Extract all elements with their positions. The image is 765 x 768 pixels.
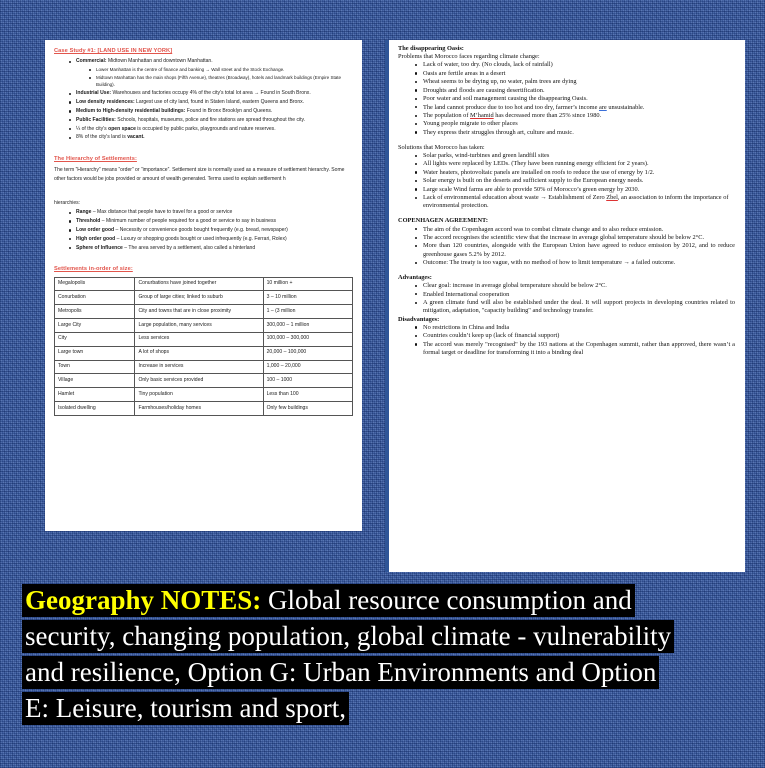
table-cell: Tiny population [135, 388, 263, 402]
copenhagen-bullet: The aim of the Copenhagen accord was to combat climate change and to also reduce emission. [415, 226, 737, 234]
table-row [55, 319, 353, 333]
table-cell: A lot of shops [135, 346, 263, 360]
advantage-bullet: A green climate fund will also be established under the deal. It will support projects in developing countries related to mitigation, adaptation, "capacity building" and technology transfer. [415, 299, 737, 315]
disadvantage-bullet: No restrictions in China and India [415, 324, 737, 332]
land-use-bullet: Public Facilities: Schools, hospitals, museums, police and fire stations are spread throughout the city. [67, 117, 353, 125]
hierarchy-bullet: High order good – Luxury or shopping goods bought or used infrequently (e.g. Ferrari, Rolex) [67, 236, 353, 244]
heading-settlements-order: Settlements in-order of size: [54, 266, 133, 273]
problems-intro: Problems that Morocco faces regarding climate change: [398, 53, 540, 61]
table-cell: Farmhouses/holiday homes [135, 402, 263, 416]
problem-bullet: Poor water and soil management causing the disappearing Oasis. [415, 95, 737, 103]
copenhagen-list [398, 226, 737, 268]
solutions-intro: Solutions that Morocco has taken: [398, 143, 485, 151]
land-use-bullet: Low density residences: Largest use of city land, found in Staten Island, eastern Queens and Bronx. [67, 99, 353, 107]
left-document-page [45, 40, 362, 531]
copenhagen-bullet: Outcome: The treaty is too vague, with no method of how to limit temperature → a failed outcome. [415, 259, 737, 267]
hierarchy-bullet: Threshold – Minimum number of people required for a good or service to say in business [67, 218, 353, 226]
table-cell: Isolated dwelling [55, 402, 135, 416]
problem-bullet: The land cannot produce due to too hot and too dry, farmer’s income are unsustainable. [415, 104, 737, 112]
table-row [55, 360, 353, 374]
land-use-bullet: Medium to High-density residential buildings: Found in Bronx Brooklyn and Queens. [67, 108, 353, 116]
table-cell: Town [55, 360, 135, 374]
caption-line [22, 619, 744, 654]
solution-bullet: Large scale Wind farms are able to provide 50% of Morocco’s green energy by 2030. [415, 186, 737, 194]
table-cell: City and towns that are in close proximity [135, 305, 263, 319]
caption-line [22, 691, 744, 726]
land-use-bullet: ¼ of the city's open space is occupied by public parks, playgrounds and nature reserves. [67, 126, 353, 134]
copenhagen-bullet: More than 120 countries, alongside with the European Union have agreed to reduce emission by 2012, and to reduce greenhouse gases 5.2% by 2012. [415, 242, 737, 258]
caption-title-accent: Geography NOTES: [25, 585, 262, 615]
solution-bullet: All lights were replaced by LEDs. (They have been running energy efficient for 2 years). [415, 160, 737, 168]
caption-highlight: E: Leisure, tourism and sport, [22, 692, 349, 725]
table-cell: 100 – 1000 [263, 374, 352, 388]
land-use-bullet-list [54, 58, 353, 142]
table-cell: 10 million + [263, 277, 352, 291]
table-row [55, 291, 353, 305]
land-use-bullet: Commercial: Midtown Manhattan and downtown Manhattan. [67, 58, 353, 66]
heading-advantages: Advantages: [398, 273, 432, 281]
heading-disappearing-oasis: The disappearing Oasis: [398, 45, 464, 52]
caption-block [22, 583, 744, 727]
problems-list [398, 61, 737, 137]
table-cell: Conurbation [55, 291, 135, 305]
solution-bullet: Solar parks, wind-turbines and green landfill sites [415, 152, 737, 160]
advantage-bullet: Clear goal: increase in average global temperature should be below 2°C. [415, 282, 737, 290]
table-row [55, 277, 353, 291]
table-row [55, 305, 353, 319]
advantages-list [398, 282, 737, 315]
table-cell: 300,000 – 1 million [263, 319, 352, 333]
right-document-page [385, 40, 745, 572]
problem-bullet: Young people migrate to other places [415, 120, 737, 128]
heading-copenhagen-agreement: COPENHAGEN AGREEMENT: [398, 217, 488, 225]
table-row [55, 402, 353, 416]
land-use-bullet: Industrial Use: Warehouses and factories occupy 4% of the city's total lot area → Found in South Bronx. [67, 90, 353, 98]
spacer [54, 184, 353, 200]
table-cell: Large population, many services [135, 319, 263, 333]
table-cell: City [55, 332, 135, 346]
table-cell: Conurbations have joined together [135, 277, 263, 291]
solution-bullet: Water heaters, photovoltaic panels are installed on roofs to reduce the use of energy by 1/2. [415, 169, 737, 177]
solutions-list [398, 152, 737, 211]
table-cell: Metropolis [55, 305, 135, 319]
table-row [55, 332, 353, 346]
table-cell: 3 – 10 million [263, 291, 352, 305]
settlements-table [54, 277, 353, 416]
table-cell: 100,000 – 300,000 [263, 332, 352, 346]
table-cell: Less than 100 [263, 388, 352, 402]
land-use-bullet: Midtown Manhattan has the main shops (Fifth Avenue), theatres (Broadway), hotels and landmark buildings (Empire State Building). [87, 75, 353, 89]
table-cell: Large town [55, 346, 135, 360]
land-use-bullet: 8% of the city's land is vacant. [67, 134, 353, 142]
caption-line [22, 655, 744, 690]
problem-bullet: They express their struggles through art, culture and music. [415, 129, 737, 137]
spacer [54, 143, 353, 154]
problem-bullet: Droughts and floods are causing desertification. [415, 87, 737, 95]
table-cell: 20,000 – 100,000 [263, 346, 352, 360]
caption-highlight: and resilience, Option G: Urban Environments and Option [22, 656, 659, 689]
solution-bullet: Lack of environmental education about waste → Establishment of Zero Zbel, an association to inform the importance of environmental protection. [415, 194, 737, 210]
table-cell: Less services [135, 332, 263, 346]
solution-bullet: Solar energy is built on the deserts and sufficient supply to the European energy needs. [415, 177, 737, 185]
heading-disadvantages: Disadvantages: [398, 315, 440, 323]
table-row [55, 388, 353, 402]
table-row [55, 374, 353, 388]
hierarchies-label: hierarchies: [54, 199, 81, 206]
disadvantages-list [398, 324, 737, 357]
table-cell: Megalopolis [55, 277, 135, 291]
caption-highlight: Geography NOTES: Global resource consumption and [22, 584, 635, 617]
table-cell: Hamlet [55, 388, 135, 402]
land-use-bullet: Lower Manhattan is the centre of finance and banking → Wall street and the Stock Exchange. [87, 67, 353, 74]
problem-bullet: The population of M’hamid has decreased more than 25% since 1980. [415, 112, 737, 120]
heading-hierarchy-of-settlements: The Hierarchy of Settlements: [54, 156, 137, 163]
table-row [55, 346, 353, 360]
table-cell: 1,000 – 20,000 [263, 360, 352, 374]
table-cell: 1 – (3 million [263, 305, 352, 319]
caption-highlight: security, changing population, global climate - vulnerability [22, 620, 674, 653]
problem-bullet: Lack of water, too dry. (No clouds, lack of rainfall) [415, 61, 737, 69]
disadvantage-bullet: The accord was merely "recognised" by the 193 nations at the Copenhagen summit, rather than approved, there wasn’t a formal target or deadline for transforming it into a binding deal [415, 341, 737, 357]
hierarchy-bullet: Range – Max distance that people have to travel for a good or service [67, 209, 353, 217]
hierarchy-paragraph: The term “Hierarchy” means “order” or “importance”. Settlement size is normally used as a measure of settlement hierarchy. Some other factors would be jobs provided or amount of wealth generated. Terms used to explain settlement h [54, 167, 345, 182]
copenhagen-bullet: The accord recognises the scientific view that the increase in average global temperature should be below 2°C. [415, 234, 737, 242]
table-cell: Only few buildings [263, 402, 352, 416]
table-cell: Only basic services provided [135, 374, 263, 388]
table-cell: Group of large cities; linked to suburb [135, 291, 263, 305]
heading-case-study: Case Study #1: [LAND USE IN NEW YORK] [54, 48, 173, 54]
table-cell: Village [55, 374, 135, 388]
hierarchy-bullet: Sphere of Influence – The area served by a settlement, also called a hinterland [67, 245, 353, 253]
advantage-bullet: Enabled International cooperation [415, 291, 737, 299]
table-cell: Large City [55, 319, 135, 333]
hierarchy-bullet: Low order good – Necessity or convenience goods bought frequently (e.g. bread, newspaper) [67, 227, 353, 235]
table-cell: Increase in services [135, 360, 263, 374]
disadvantage-bullet: Countries couldn’t keep up (lack of financial support) [415, 332, 737, 340]
hierarchy-bullet-list [54, 209, 353, 252]
spacer [54, 253, 353, 264]
problem-bullet: Oasis are fertile areas in a desert [415, 70, 737, 78]
caption-line [22, 583, 744, 618]
problem-bullet: Wheat seems to be drying up, no water, palm trees are dying [415, 78, 737, 86]
